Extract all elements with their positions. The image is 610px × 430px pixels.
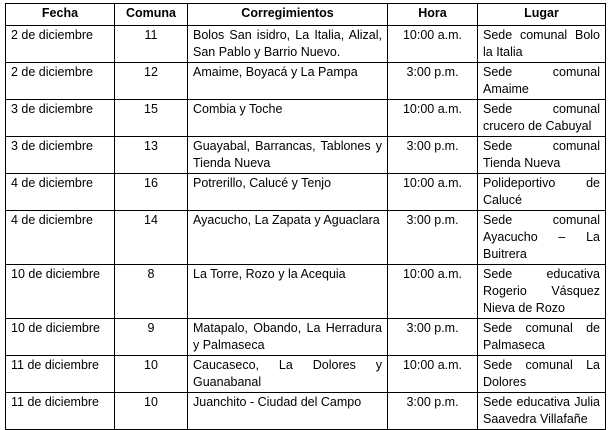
header-comuna: Comuna xyxy=(115,4,188,26)
cell-fecha: 10 de diciembre xyxy=(6,319,115,356)
cell-comuna: 8 xyxy=(115,265,188,319)
cell-fecha: 4 de diciembre xyxy=(6,211,115,265)
cell-corregimientos: Amaime, Boyacá y La Pampa xyxy=(188,63,388,100)
cell-fecha: 3 de diciembre xyxy=(6,100,115,137)
cell-hora: 10:00 a.m. xyxy=(388,100,478,137)
cell-hora: 10:00 a.m. xyxy=(388,356,478,393)
cell-hora: 3:00 p.m. xyxy=(388,211,478,265)
header-corregimientos: Corregimientos xyxy=(188,4,388,26)
cell-lugar: Sede comunal Bolo la Italia xyxy=(478,26,606,63)
cell-fecha: 3 de diciembre xyxy=(6,137,115,174)
cell-comuna: 10 xyxy=(115,393,188,430)
cell-lugar: Sede comunal Amaime xyxy=(478,63,606,100)
cell-hora: 3:00 p.m. xyxy=(388,137,478,174)
table-row xyxy=(6,211,606,265)
table-row xyxy=(6,319,606,356)
cell-lugar: Sede comunal de Palmaseca xyxy=(478,319,606,356)
cell-comuna: 11 xyxy=(115,26,188,63)
cell-hora: 10:00 a.m. xyxy=(388,26,478,63)
cell-hora: 3:00 p.m. xyxy=(388,319,478,356)
table-row xyxy=(6,63,606,100)
cell-corregimientos: Juanchito - Ciudad del Campo xyxy=(188,393,388,430)
cell-hora: 3:00 p.m. xyxy=(388,63,478,100)
cell-fecha: 2 de diciembre xyxy=(6,63,115,100)
cell-fecha: 2 de diciembre xyxy=(6,26,115,63)
cell-lugar: Sede educativa Rogerio Vásquez Nieva de Rozo xyxy=(478,265,606,319)
cell-corregimientos: Caucaseco, La Dolores y Guanabanal xyxy=(188,356,388,393)
table-row xyxy=(6,26,606,63)
table-row xyxy=(6,265,606,319)
cell-lugar: Sede comunal La Dolores xyxy=(478,356,606,393)
cell-lugar: Sede comunal Ayacucho – La Buitrera xyxy=(478,211,606,265)
cell-fecha: 11 de diciembre xyxy=(6,356,115,393)
cell-fecha: 4 de diciembre xyxy=(6,174,115,211)
cell-corregimientos: Guayabal, Barrancas, Tablones y Tienda Nueva xyxy=(188,137,388,174)
cell-lugar: Sede comunal Tienda Nueva xyxy=(478,137,606,174)
cell-corregimientos: La Torre, Rozo y la Acequia xyxy=(188,265,388,319)
cell-corregimientos: Combia y Toche xyxy=(188,100,388,137)
header-row xyxy=(6,4,606,26)
table-row xyxy=(6,100,606,137)
table-row xyxy=(6,137,606,174)
cell-corregimientos: Potrerillo, Calucé y Tenjo xyxy=(188,174,388,211)
cell-lugar: Sede educativa Julia Saavedra Villafañe xyxy=(478,393,606,430)
cell-hora: 3:00 p.m. xyxy=(388,393,478,430)
cell-comuna: 12 xyxy=(115,63,188,100)
header-fecha: Fecha xyxy=(6,4,115,26)
table-row xyxy=(6,174,606,211)
cell-fecha: 10 de diciembre xyxy=(6,265,115,319)
cell-corregimientos: Ayacucho, La Zapata y Aguaclara xyxy=(188,211,388,265)
schedule-table xyxy=(5,3,606,430)
cell-lugar: Sede comunal crucero de Cabuyal xyxy=(478,100,606,137)
cell-corregimientos: Bolos San isidro, La Italia, Alizal, San Pablo y Barrio Nuevo. xyxy=(188,26,388,63)
cell-comuna: 9 xyxy=(115,319,188,356)
cell-comuna: 10 xyxy=(115,356,188,393)
cell-fecha: 11 de diciembre xyxy=(6,393,115,430)
header-lugar: Lugar xyxy=(478,4,606,26)
cell-comuna: 15 xyxy=(115,100,188,137)
cell-lugar: Polideportivo de Calucé xyxy=(478,174,606,211)
cell-comuna: 16 xyxy=(115,174,188,211)
header-hora: Hora xyxy=(388,4,478,26)
cell-comuna: 14 xyxy=(115,211,188,265)
cell-hora: 10:00 a.m. xyxy=(388,265,478,319)
cell-comuna: 13 xyxy=(115,137,188,174)
cell-corregimientos: Matapalo, Obando, La Herradura y Palmaseca xyxy=(188,319,388,356)
cell-hora: 10:00 a.m. xyxy=(388,174,478,211)
table-row xyxy=(6,356,606,393)
table-row xyxy=(6,393,606,430)
